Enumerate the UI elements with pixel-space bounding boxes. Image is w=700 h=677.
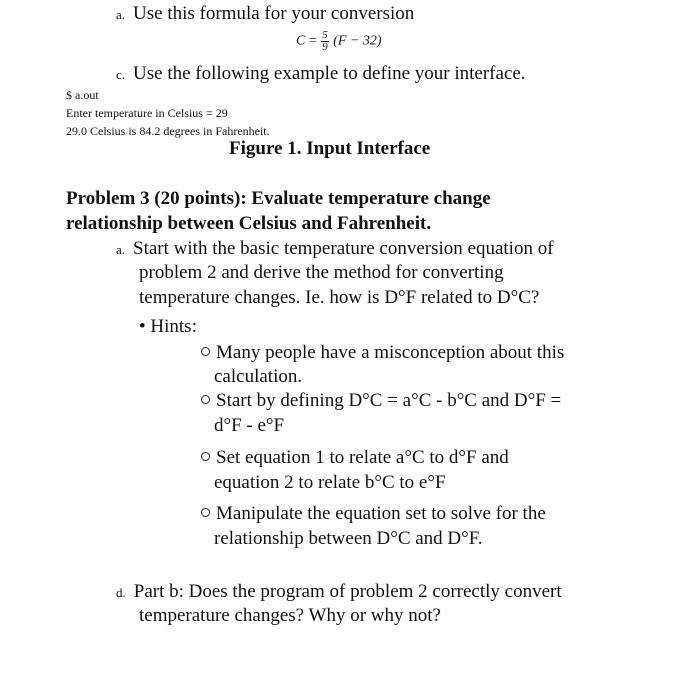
formula-numerator: 5 xyxy=(322,29,328,41)
hint-2-line-2: d°F - e°F xyxy=(214,415,285,436)
conversion-formula xyxy=(296,30,382,53)
hint-4-line-2: relationship between D°C and D°F. xyxy=(214,528,483,549)
terminal-line-3: 29.0 Celsius is 84.2 degrees in Fahrenheit. xyxy=(66,124,270,138)
part-d-marker: d. xyxy=(116,585,126,600)
formula-rhs: (F − 32) xyxy=(333,33,382,49)
hint-3 xyxy=(201,446,509,470)
hint-1 xyxy=(201,341,564,365)
item-c xyxy=(116,62,526,86)
hint-4-line-1: Manipulate the equation set to solve for the xyxy=(216,503,546,524)
hints-label: Hints: xyxy=(150,316,197,337)
part-a-marker: a. xyxy=(116,242,126,257)
item-a-text: Use this formula for your conversion xyxy=(133,3,415,24)
formula-eq: = xyxy=(308,33,317,49)
figure-caption: Figure 1. Input Interface xyxy=(229,138,431,159)
part-d-line-2: temperature changes? Why or why not? xyxy=(139,605,441,626)
terminal-line-1: $ a.out xyxy=(66,88,99,102)
hint-bullet-icon xyxy=(201,347,210,356)
part-d xyxy=(116,580,562,604)
formula-denominator: 9 xyxy=(322,41,328,53)
part-a xyxy=(116,237,554,261)
hints-heading xyxy=(139,315,197,339)
part-a-line-3: temperature changes. Ie. how is D°F related to D°C? xyxy=(139,287,540,308)
hint-3-line-2: equation 2 to relate b°C to e°F xyxy=(214,472,446,493)
hint-3-line-1: Set equation 1 to relate a°C to d°F and xyxy=(216,447,509,468)
formula-lhs: C xyxy=(296,33,306,49)
item-c-text: Use the following example to define your interface. xyxy=(133,63,526,84)
hint-1-line-2: calculation. xyxy=(214,366,303,387)
hint-4 xyxy=(201,502,546,526)
terminal-line-2: Enter temperature in Celsius = 29 xyxy=(66,106,228,120)
hint-2-line-1: Start by defining D°C = a°C - b°C and D°F = xyxy=(216,390,562,411)
problem-title-line-1: Problem 3 (20 points): Evaluate temperature change xyxy=(66,188,491,209)
hints-bullet: • xyxy=(139,316,146,337)
hint-1-line-1: Many people have a misconception about this xyxy=(216,342,565,363)
item-c-marker: c. xyxy=(116,67,126,82)
hint-2 xyxy=(201,389,561,413)
part-d-line-1: Part b: Does the program of problem 2 correctly convert xyxy=(133,581,562,602)
hint-bullet-icon xyxy=(201,395,210,404)
hint-bullet-icon xyxy=(201,452,210,461)
part-a-line-2: problem 2 and derive the method for converting xyxy=(139,262,504,283)
hint-bullet-icon xyxy=(201,508,210,517)
problem-title-line-2: relationship between Celsius and Fahrenheit. xyxy=(66,213,432,234)
terminal-example xyxy=(66,88,270,139)
item-a xyxy=(116,2,414,26)
item-a-marker: a. xyxy=(116,7,126,22)
formula-fraction xyxy=(321,30,329,53)
part-a-line-1: Start with the basic temperature conversion equation of xyxy=(133,238,554,259)
